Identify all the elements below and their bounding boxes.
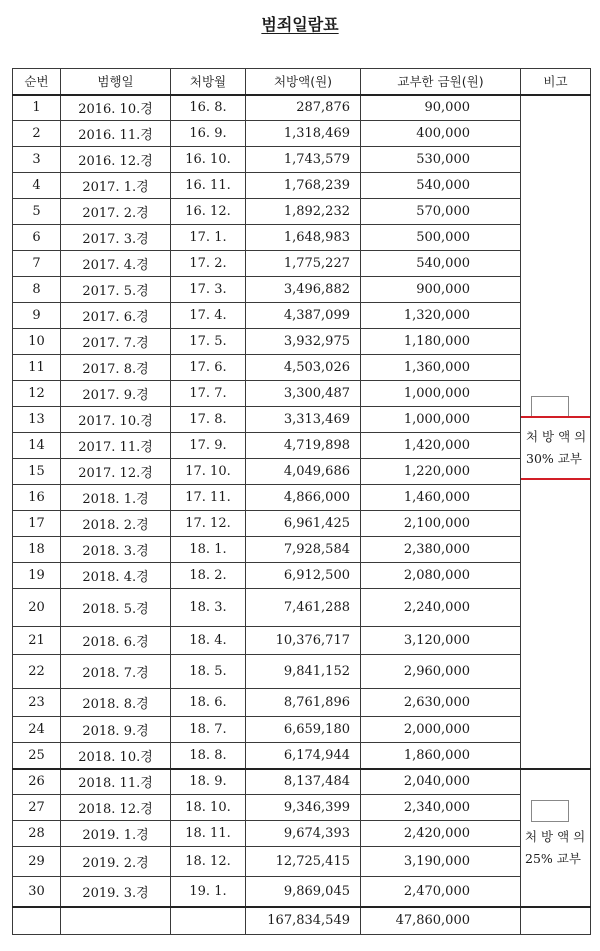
row-paid: 540,000 bbox=[361, 173, 521, 199]
row-paid: 1,860,000 bbox=[361, 743, 521, 769]
row-seq: 24 bbox=[13, 717, 61, 743]
row-seq: 20 bbox=[13, 589, 61, 627]
row-amount: 6,961,425 bbox=[246, 511, 361, 537]
row-month: 17. 2. bbox=[171, 251, 246, 277]
row-date: 2018. 9.경 bbox=[61, 717, 171, 743]
row-month: 17. 8. bbox=[171, 407, 246, 433]
total-row bbox=[13, 907, 591, 935]
total-empty bbox=[171, 907, 246, 935]
table-row bbox=[13, 225, 591, 251]
row-seq: 26 bbox=[13, 769, 61, 795]
row-month: 18. 9. bbox=[171, 769, 246, 795]
row-date: 2018. 4.경 bbox=[61, 563, 171, 589]
row-amount: 9,674,393 bbox=[246, 821, 361, 847]
row-amount: 6,174,944 bbox=[246, 743, 361, 769]
table-row bbox=[13, 199, 591, 225]
row-amount: 1,318,469 bbox=[246, 121, 361, 147]
row-month: 17. 12. bbox=[171, 511, 246, 537]
row-paid: 2,960,000 bbox=[361, 655, 521, 689]
row-amount: 4,387,099 bbox=[246, 303, 361, 329]
row-month: 17. 6. bbox=[171, 355, 246, 381]
row-amount: 1,768,239 bbox=[246, 173, 361, 199]
header-month: 처방월 bbox=[171, 69, 246, 95]
row-amount: 3,496,882 bbox=[246, 277, 361, 303]
row-seq: 21 bbox=[13, 627, 61, 655]
highlight-box bbox=[521, 416, 591, 480]
row-month: 17. 1. bbox=[171, 225, 246, 251]
header-amount: 처방액(원) bbox=[246, 69, 361, 95]
row-seq: 15 bbox=[13, 459, 61, 485]
table-row bbox=[13, 511, 591, 537]
row-paid: 900,000 bbox=[361, 277, 521, 303]
row-month: 18. 5. bbox=[171, 655, 246, 689]
row-seq: 17 bbox=[13, 511, 61, 537]
row-month: 18. 8. bbox=[171, 743, 246, 769]
row-amount: 3,313,469 bbox=[246, 407, 361, 433]
table-row bbox=[13, 821, 591, 847]
row-seq: 4 bbox=[13, 173, 61, 199]
row-date: 2017. 9.경 bbox=[61, 381, 171, 407]
row-seq: 25 bbox=[13, 743, 61, 769]
table-row bbox=[13, 847, 591, 877]
table-row bbox=[13, 537, 591, 563]
row-paid: 530,000 bbox=[361, 147, 521, 173]
row-date: 2017. 5.경 bbox=[61, 277, 171, 303]
row-amount: 6,912,500 bbox=[246, 563, 361, 589]
table-row bbox=[13, 329, 591, 355]
row-paid: 2,240,000 bbox=[361, 589, 521, 627]
document-title: 범죄일람표 bbox=[261, 15, 339, 34]
row-date: 2018. 8.경 bbox=[61, 689, 171, 717]
table-row bbox=[13, 251, 591, 277]
blank-box bbox=[531, 396, 569, 418]
table-row bbox=[13, 589, 591, 627]
row-paid: 1,420,000 bbox=[361, 433, 521, 459]
row-seq: 19 bbox=[13, 563, 61, 589]
row-month: 18. 10. bbox=[171, 795, 246, 821]
row-date: 2018. 5.경 bbox=[61, 589, 171, 627]
total-paid: 47,860,000 bbox=[361, 907, 521, 935]
row-date: 2018. 3.경 bbox=[61, 537, 171, 563]
row-paid: 1,320,000 bbox=[361, 303, 521, 329]
note-30-percent bbox=[521, 95, 591, 769]
row-amount: 3,300,487 bbox=[246, 381, 361, 407]
table-row bbox=[13, 795, 591, 821]
note-line: 처 방 액 의 bbox=[526, 428, 587, 444]
row-month: 17. 7. bbox=[171, 381, 246, 407]
row-month: 18. 2. bbox=[171, 563, 246, 589]
row-paid: 2,420,000 bbox=[361, 821, 521, 847]
table-row bbox=[13, 381, 591, 407]
row-seq: 12 bbox=[13, 381, 61, 407]
row-month: 17. 11. bbox=[171, 485, 246, 511]
header-paid: 교부한 금원(원) bbox=[361, 69, 521, 95]
table-row bbox=[13, 147, 591, 173]
table-row bbox=[13, 877, 591, 907]
row-date: 2018. 6.경 bbox=[61, 627, 171, 655]
row-month: 16. 10. bbox=[171, 147, 246, 173]
table-row bbox=[13, 121, 591, 147]
row-paid: 90,000 bbox=[361, 95, 521, 121]
row-seq: 3 bbox=[13, 147, 61, 173]
row-amount: 10,376,717 bbox=[246, 627, 361, 655]
row-date: 2017. 6.경 bbox=[61, 303, 171, 329]
row-seq: 14 bbox=[13, 433, 61, 459]
row-paid: 3,190,000 bbox=[361, 847, 521, 877]
row-date: 2017. 1.경 bbox=[61, 173, 171, 199]
row-month: 17. 3. bbox=[171, 277, 246, 303]
row-date: 2019. 2.경 bbox=[61, 847, 171, 877]
row-date: 2018. 1.경 bbox=[61, 485, 171, 511]
row-date: 2017. 2.경 bbox=[61, 199, 171, 225]
row-amount: 3,932,975 bbox=[246, 329, 361, 355]
row-paid: 500,000 bbox=[361, 225, 521, 251]
row-amount: 4,503,026 bbox=[246, 355, 361, 381]
row-amount: 4,049,686 bbox=[246, 459, 361, 485]
header-seq: 순번 bbox=[13, 69, 61, 95]
row-month: 16. 11. bbox=[171, 173, 246, 199]
table-row bbox=[13, 655, 591, 689]
row-seq: 5 bbox=[13, 199, 61, 225]
header-row bbox=[13, 69, 591, 95]
row-paid: 2,630,000 bbox=[361, 689, 521, 717]
table-row bbox=[13, 355, 591, 381]
row-seq: 13 bbox=[13, 407, 61, 433]
note-text bbox=[525, 826, 585, 870]
total-amount: 167,834,549 bbox=[246, 907, 361, 935]
row-paid: 1,180,000 bbox=[361, 329, 521, 355]
row-paid: 2,100,000 bbox=[361, 511, 521, 537]
row-month: 18. 4. bbox=[171, 627, 246, 655]
row-seq: 7 bbox=[13, 251, 61, 277]
row-paid: 400,000 bbox=[361, 121, 521, 147]
row-date: 2018. 2.경 bbox=[61, 511, 171, 537]
table-row bbox=[13, 563, 591, 589]
row-paid: 2,380,000 bbox=[361, 537, 521, 563]
table-row bbox=[13, 743, 591, 769]
note-line: 25% 교부 bbox=[525, 850, 581, 866]
table-row bbox=[13, 407, 591, 433]
row-month: 19. 1. bbox=[171, 877, 246, 907]
row-paid: 1,000,000 bbox=[361, 381, 521, 407]
row-date: 2017. 7.경 bbox=[61, 329, 171, 355]
table-row bbox=[13, 173, 591, 199]
row-date: 2018. 11.경 bbox=[61, 769, 171, 795]
row-seq: 28 bbox=[13, 821, 61, 847]
row-seq: 16 bbox=[13, 485, 61, 511]
row-month: 17. 10. bbox=[171, 459, 246, 485]
row-paid: 2,470,000 bbox=[361, 877, 521, 907]
row-seq: 11 bbox=[13, 355, 61, 381]
row-amount: 287,876 bbox=[246, 95, 361, 121]
row-paid: 1,360,000 bbox=[361, 355, 521, 381]
row-date: 2019. 3.경 bbox=[61, 877, 171, 907]
table-row bbox=[13, 769, 591, 795]
row-date: 2016. 11.경 bbox=[61, 121, 171, 147]
row-month: 17. 4. bbox=[171, 303, 246, 329]
row-month: 18. 6. bbox=[171, 689, 246, 717]
header-date: 범행일 bbox=[61, 69, 171, 95]
row-month: 16. 8. bbox=[171, 95, 246, 121]
row-paid: 1,460,000 bbox=[361, 485, 521, 511]
row-amount: 9,346,399 bbox=[246, 795, 361, 821]
blank-box bbox=[531, 800, 569, 822]
row-seq: 23 bbox=[13, 689, 61, 717]
row-date: 2016. 10.경 bbox=[61, 95, 171, 121]
table-row bbox=[13, 717, 591, 743]
row-seq: 30 bbox=[13, 877, 61, 907]
row-seq: 8 bbox=[13, 277, 61, 303]
row-date: 2017. 12.경 bbox=[61, 459, 171, 485]
table-row bbox=[13, 433, 591, 459]
row-amount: 6,659,180 bbox=[246, 717, 361, 743]
row-seq: 18 bbox=[13, 537, 61, 563]
row-month: 16. 9. bbox=[171, 121, 246, 147]
table-row bbox=[13, 485, 591, 511]
row-date: 2019. 1.경 bbox=[61, 821, 171, 847]
row-amount: 4,719,898 bbox=[246, 433, 361, 459]
row-date: 2017. 3.경 bbox=[61, 225, 171, 251]
total-empty bbox=[61, 907, 171, 935]
row-month: 16. 12. bbox=[171, 199, 246, 225]
row-seq: 9 bbox=[13, 303, 61, 329]
table-row bbox=[13, 689, 591, 717]
row-date: 2018. 7.경 bbox=[61, 655, 171, 689]
row-amount: 1,892,232 bbox=[246, 199, 361, 225]
total-empty bbox=[13, 907, 61, 935]
table-row bbox=[13, 95, 591, 121]
row-paid: 2,340,000 bbox=[361, 795, 521, 821]
row-seq: 1 bbox=[13, 95, 61, 121]
row-seq: 6 bbox=[13, 225, 61, 251]
row-month: 18. 1. bbox=[171, 537, 246, 563]
row-paid: 3,120,000 bbox=[361, 627, 521, 655]
row-seq: 10 bbox=[13, 329, 61, 355]
row-date: 2018. 12.경 bbox=[61, 795, 171, 821]
row-date: 2018. 10.경 bbox=[61, 743, 171, 769]
row-month: 18. 3. bbox=[171, 589, 246, 627]
row-amount: 12,725,415 bbox=[246, 847, 361, 877]
row-month: 18. 11. bbox=[171, 821, 246, 847]
row-month: 17. 5. bbox=[171, 329, 246, 355]
row-amount: 9,841,152 bbox=[246, 655, 361, 689]
row-amount: 1,648,983 bbox=[246, 225, 361, 251]
row-month: 18. 7. bbox=[171, 717, 246, 743]
row-paid: 540,000 bbox=[361, 251, 521, 277]
note-line: 30% 교부 bbox=[526, 450, 582, 466]
crime-list-table bbox=[12, 68, 591, 935]
row-amount: 8,761,896 bbox=[246, 689, 361, 717]
header-note: 비고 bbox=[521, 69, 591, 95]
row-seq: 2 bbox=[13, 121, 61, 147]
total-empty bbox=[521, 907, 591, 935]
row-paid: 2,000,000 bbox=[361, 717, 521, 743]
table-row bbox=[13, 277, 591, 303]
row-amount: 1,743,579 bbox=[246, 147, 361, 173]
row-amount: 8,137,484 bbox=[246, 769, 361, 795]
table-row bbox=[13, 627, 591, 655]
note-line: 처 방 액 의 bbox=[525, 828, 586, 844]
row-amount: 4,866,000 bbox=[246, 485, 361, 511]
row-amount: 9,869,045 bbox=[246, 877, 361, 907]
row-paid: 2,040,000 bbox=[361, 769, 521, 795]
row-paid: 1,000,000 bbox=[361, 407, 521, 433]
row-month: 17. 9. bbox=[171, 433, 246, 459]
table-row bbox=[13, 303, 591, 329]
row-seq: 22 bbox=[13, 655, 61, 689]
row-date: 2017. 8.경 bbox=[61, 355, 171, 381]
row-month: 18. 12. bbox=[171, 847, 246, 877]
row-date: 2016. 12.경 bbox=[61, 147, 171, 173]
table-row bbox=[13, 459, 591, 485]
row-seq: 29 bbox=[13, 847, 61, 877]
row-paid: 570,000 bbox=[361, 199, 521, 225]
row-date: 2017. 11.경 bbox=[61, 433, 171, 459]
row-seq: 27 bbox=[13, 795, 61, 821]
row-amount: 7,928,584 bbox=[246, 537, 361, 563]
row-paid: 2,080,000 bbox=[361, 563, 521, 589]
row-amount: 7,461,288 bbox=[246, 589, 361, 627]
row-date: 2017. 4.경 bbox=[61, 251, 171, 277]
row-date: 2017. 10.경 bbox=[61, 407, 171, 433]
row-paid: 1,220,000 bbox=[361, 459, 521, 485]
note-25-percent bbox=[521, 769, 591, 907]
row-amount: 1,775,227 bbox=[246, 251, 361, 277]
